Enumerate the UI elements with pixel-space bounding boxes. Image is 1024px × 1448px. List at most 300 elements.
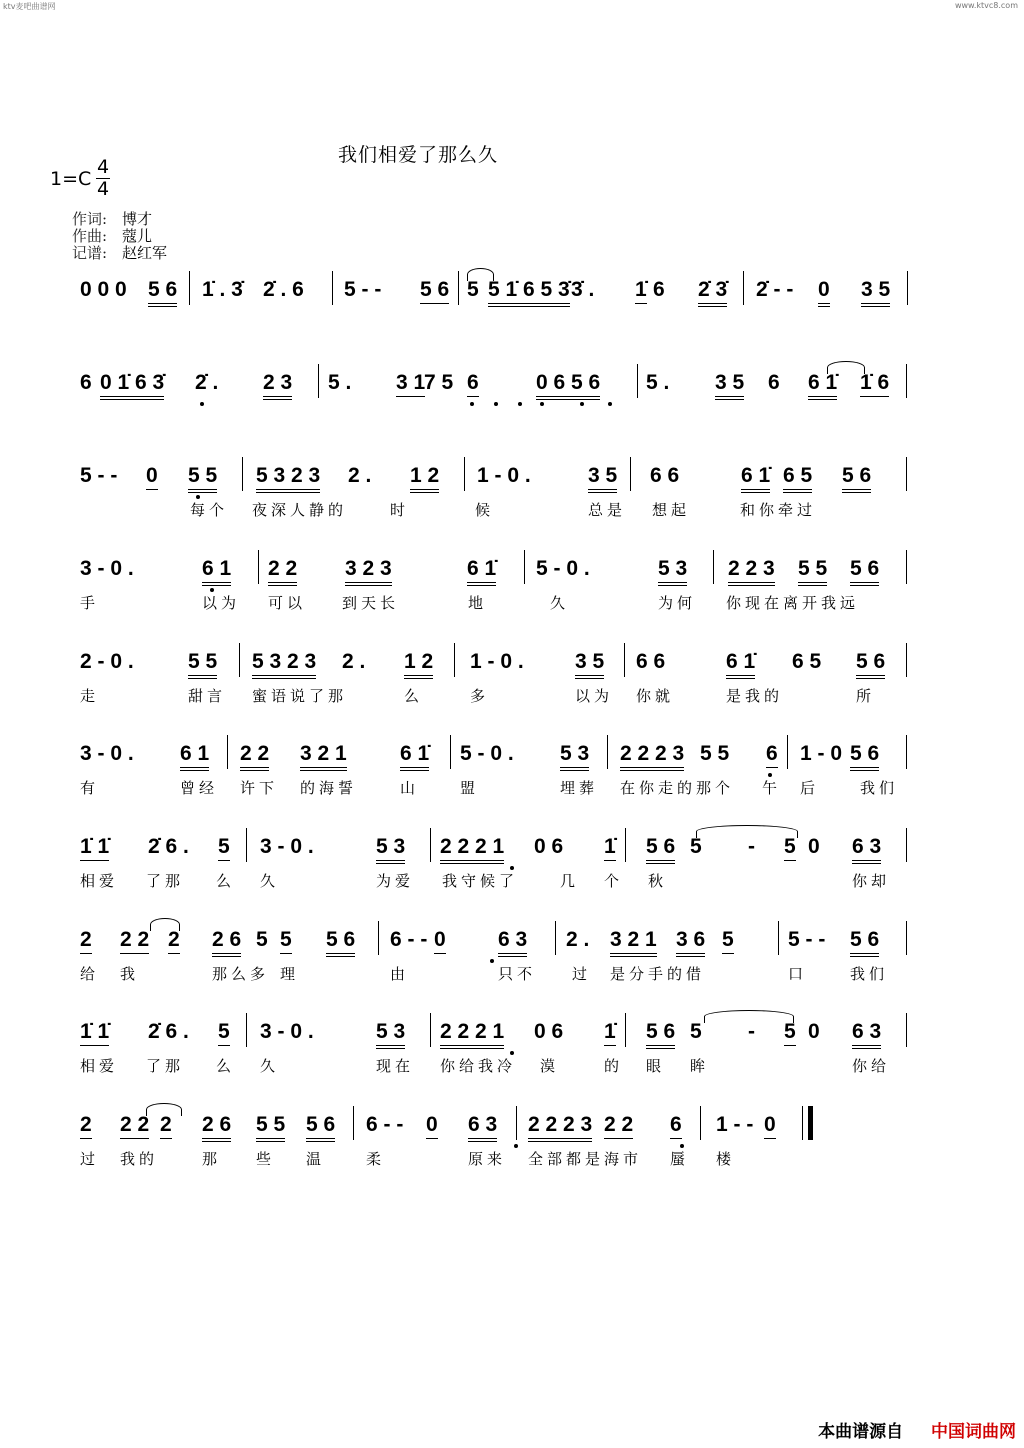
- note-group: 5 3 2 3: [256, 463, 320, 493]
- lyric-word: 以为: [202, 594, 241, 612]
- note-group: 6 1̇: [467, 556, 496, 586]
- lyric-word: 了那: [146, 1057, 185, 1075]
- barline: [630, 457, 631, 491]
- lyric-word: 你现在离开我远: [726, 594, 860, 612]
- note-group: 5 3 2 3: [252, 649, 316, 679]
- note-group: 6 1̇: [726, 649, 755, 679]
- barline: [458, 271, 459, 305]
- barline: [906, 550, 907, 584]
- lyric-word: 为爱: [376, 872, 415, 890]
- lyrics-line: [80, 685, 910, 707]
- note-group: 7 5: [424, 371, 454, 394]
- lyric-word: 相爱: [80, 1057, 119, 1075]
- note-group: 0: [808, 1020, 820, 1043]
- note-group: 6 3: [468, 1112, 497, 1142]
- lyric-word: 现在: [376, 1057, 415, 1075]
- barline: [450, 735, 451, 769]
- lyrics-line: [80, 963, 910, 985]
- note-group: 5 3: [376, 1019, 405, 1049]
- lyric-word: 几: [560, 872, 580, 890]
- lyric-word: 有: [80, 779, 100, 797]
- note-group: 5 6: [850, 741, 879, 771]
- note-group: 1 - 0: [800, 742, 843, 765]
- lyric-word: 以为: [575, 687, 614, 705]
- lyrics-line: [80, 870, 910, 892]
- lyric-word: 那么多: [212, 965, 270, 983]
- note-group: 2 2 2 3: [528, 1112, 592, 1142]
- note-group: 0: [146, 463, 158, 490]
- note-group: 3 5: [575, 649, 604, 679]
- score-system-5: [0, 649, 1024, 719]
- note-group: 1̇ . 3̇: [202, 278, 243, 301]
- barline: [318, 364, 319, 398]
- lyric-word: 么: [216, 872, 236, 890]
- note-group: 6 3: [498, 927, 527, 957]
- note-group: 3 - 0 .: [80, 742, 134, 765]
- barline: [454, 643, 455, 677]
- note-group: 0: [808, 835, 820, 858]
- lyric-word: 我守候了: [442, 872, 519, 890]
- lyrics-line: [80, 592, 910, 614]
- credit-value: 赵红军: [122, 244, 168, 262]
- lyric-word: 总是: [588, 501, 627, 519]
- note-group: 6 1̇: [741, 463, 770, 493]
- lyric-word: 午: [762, 779, 782, 797]
- note-group: 6: [768, 371, 780, 394]
- lyric-word: 在你走的那个: [620, 779, 735, 797]
- note-group: 5 6: [850, 927, 879, 957]
- note-group: 3 5: [715, 370, 744, 400]
- tie-slur: [467, 268, 494, 281]
- note-group: 2: [80, 1112, 92, 1139]
- barline: [907, 271, 908, 305]
- barline: [378, 921, 379, 955]
- lyric-word: 你给: [852, 1057, 891, 1075]
- source-watermark-right: www.ktvc8.com: [954, 1, 1018, 10]
- lyric-word: 我: [120, 965, 140, 983]
- lyric-word: 和你牵过: [740, 501, 817, 519]
- barline: [713, 550, 714, 584]
- barline: [227, 735, 228, 769]
- lyric-word: 曾经: [180, 779, 219, 797]
- lyric-word: 地: [468, 594, 488, 612]
- lyric-word: 只不: [498, 965, 537, 983]
- note-group: 5 6: [856, 649, 885, 679]
- notes-line: [80, 741, 910, 771]
- barline: [332, 271, 333, 305]
- lyric-word: 些: [256, 1150, 276, 1168]
- credit-lyricist: [72, 211, 167, 228]
- note-group: 6 1: [180, 741, 209, 771]
- lyric-word: 温: [306, 1150, 326, 1168]
- lyric-word: 手: [80, 594, 100, 612]
- note-group: 0 6: [534, 835, 564, 858]
- note-group: 3 5: [861, 277, 890, 307]
- lyric-word: 多: [470, 687, 490, 705]
- note-group: 2 6: [202, 1112, 231, 1142]
- score-system-3: [0, 463, 1024, 533]
- lyric-word: 久: [260, 1057, 280, 1075]
- lyric-word: 理: [280, 965, 300, 983]
- lyric-word: 我们: [850, 965, 889, 983]
- note-group: 6 - -: [366, 1113, 404, 1136]
- lyric-word: 久: [260, 872, 280, 890]
- score-system-9: [0, 1019, 1024, 1089]
- barline: [246, 828, 247, 862]
- lyrics-line: [80, 406, 910, 428]
- note-group: 1 - 0 .: [470, 650, 524, 673]
- song-title: 我们相爱了那么久: [338, 144, 499, 166]
- note-group: 5 6: [842, 463, 871, 493]
- note-group: 2̇ . 6: [263, 278, 304, 301]
- barline: [353, 1106, 354, 1140]
- note-group: 3 1: [396, 370, 425, 397]
- note-group: 3 - 0 .: [80, 557, 134, 580]
- barline: [906, 1013, 907, 1047]
- barline: [906, 828, 907, 862]
- note-group: 6 1: [202, 556, 231, 586]
- score-system-2: [0, 370, 1024, 440]
- note-group: 5 3: [560, 741, 589, 771]
- note-group: 2: [160, 1112, 172, 1139]
- note-group: 5 6: [646, 834, 675, 864]
- lyric-word: 楼: [716, 1150, 736, 1168]
- meter-bottom: 4: [96, 178, 110, 200]
- note-group: 5: [280, 927, 292, 954]
- lyric-word: 所: [856, 687, 876, 705]
- note-group: 6: [467, 370, 479, 397]
- note-group: 5: [218, 834, 230, 861]
- tie-slur: [146, 1103, 182, 1116]
- credit-value: 蔻儿: [122, 227, 153, 245]
- score-system-10: [0, 1112, 1024, 1182]
- credit-label: 作词:: [72, 210, 108, 228]
- note-group: 3 2 3: [345, 556, 392, 586]
- note-group: -: [748, 1020, 755, 1043]
- lyric-word: 柔: [366, 1150, 386, 1168]
- note-group: 5 - -: [80, 464, 118, 487]
- note-group: 6 3: [852, 1019, 881, 1049]
- lyric-word: 后: [800, 779, 820, 797]
- note-group: 0 6 5 6: [536, 370, 600, 400]
- lyric-word: 你却: [852, 872, 891, 890]
- tie-slur: [696, 825, 798, 838]
- barline: [700, 1106, 701, 1140]
- note-group: 6 1̇: [808, 370, 837, 400]
- lyric-word: 我的: [120, 1150, 159, 1168]
- barline: [189, 271, 190, 305]
- note-group: 5: [690, 1020, 702, 1043]
- barline: [743, 271, 744, 305]
- score-system-8: [0, 927, 1024, 997]
- credit-value: 博才: [122, 210, 153, 228]
- note-group: 1̇: [635, 277, 647, 304]
- barline: [625, 1013, 626, 1047]
- note-group: 1̇ 6: [860, 370, 889, 397]
- lyric-word: 我们: [860, 779, 899, 797]
- note-group: 0: [818, 277, 830, 307]
- barline: [246, 1013, 247, 1047]
- note-group: 2: [80, 927, 92, 954]
- notes-line: [80, 834, 910, 864]
- barline: [906, 735, 907, 769]
- note-group: 5 6: [148, 277, 177, 307]
- score-system-1: [0, 277, 1024, 347]
- lyric-word: 原来: [468, 1150, 507, 1168]
- note-group: 2 2 2 1: [440, 1019, 504, 1049]
- note-group: 2: [168, 927, 180, 954]
- lyric-word: 夜深人静的: [252, 501, 348, 519]
- note-group: 3̇ .: [571, 278, 595, 301]
- note-group: 2̇ 6 .: [148, 1020, 189, 1043]
- note-group: 6: [80, 371, 92, 394]
- note-group: 5 5: [700, 742, 730, 765]
- meter-top: 4: [96, 156, 110, 178]
- note-group: 5: [784, 834, 796, 861]
- note-group: 2 .: [566, 928, 590, 951]
- note-group: 5 3: [376, 834, 405, 864]
- time-signature: [96, 158, 110, 199]
- notes-line: [80, 927, 910, 957]
- lyrics-line: [80, 499, 910, 521]
- credit-label: 记谱:: [72, 244, 108, 262]
- note-group: 0: [764, 1112, 776, 1139]
- lyric-word: 候: [475, 501, 495, 519]
- note-group: 3 - 0 .: [260, 1020, 314, 1043]
- note-group: 5 .: [646, 371, 670, 394]
- lyric-word: 埋葬: [560, 779, 599, 797]
- note-group: 6 5: [792, 650, 822, 673]
- note-group: 6 6: [650, 464, 680, 487]
- barline: [430, 828, 431, 862]
- note-group: 6 5: [783, 463, 812, 493]
- note-group: 1̇ 1̇: [80, 1019, 109, 1046]
- note-group: 2̇ - -: [756, 278, 794, 301]
- note-group: 5 6: [646, 1019, 675, 1049]
- note-group: 5: [690, 835, 702, 858]
- barline: [607, 735, 608, 769]
- note-group: 2̇ .: [195, 371, 219, 394]
- footer-source-label: 本曲谱源自: [818, 1422, 904, 1442]
- note-group: 1̇ 1̇: [80, 834, 109, 861]
- note-group: 1 2: [404, 649, 433, 679]
- note-group: 2 .: [348, 464, 372, 487]
- barline: [242, 457, 243, 491]
- note-group: 0 1̇ 6 3̇: [100, 370, 164, 400]
- lyrics-line: [80, 1148, 910, 1170]
- note-group: 1̇: [604, 834, 616, 861]
- lyric-word: 每个: [190, 501, 229, 519]
- note-group: 5 - 0 .: [536, 557, 590, 580]
- barline: [906, 457, 907, 491]
- note-group: 2̇ 6 .: [148, 835, 189, 858]
- note-group: 6: [670, 1112, 682, 1139]
- note-group: 0 6: [534, 1020, 564, 1043]
- barline: [258, 550, 259, 584]
- lyrics-line: [80, 777, 910, 799]
- note-group: 2 - 0 .: [80, 650, 134, 673]
- lyric-word: 了那: [146, 872, 185, 890]
- footer-site-name: 中国词曲网: [931, 1422, 1016, 1442]
- tie-slur: [704, 1010, 794, 1023]
- note-group: 5 .: [328, 371, 352, 394]
- note-group: 3 2 1: [300, 741, 347, 771]
- key-signature: 1=C: [50, 168, 92, 190]
- barline: [625, 828, 626, 862]
- lyric-word: 你给我冷: [440, 1057, 517, 1075]
- note-group: 2 3: [263, 370, 292, 400]
- credit-composer: [72, 228, 167, 245]
- lyric-word: 是我的: [726, 687, 784, 705]
- credit-label: 作曲:: [72, 227, 108, 245]
- lyric-word: 到天长: [342, 594, 400, 612]
- note-group: 5: [784, 1019, 796, 1046]
- barline: [906, 921, 907, 955]
- note-group: 1̇: [604, 1019, 616, 1046]
- note-group: 5 - -: [788, 928, 826, 951]
- note-group: 6 1̇: [400, 741, 429, 771]
- lyric-word: 过: [80, 1150, 100, 1168]
- note-group: 6 3: [852, 834, 881, 864]
- tie-slur: [150, 918, 180, 931]
- lyric-word: 你就: [636, 687, 675, 705]
- lyric-word: 那: [202, 1150, 222, 1168]
- note-group: 5: [256, 928, 268, 951]
- lyric-word: 可以: [268, 594, 307, 612]
- note-group: 5 5: [256, 1112, 285, 1142]
- notes-line: [80, 463, 910, 493]
- tie-slur: [827, 361, 865, 374]
- note-group: 5 6: [420, 277, 449, 304]
- lyric-word: 相爱: [80, 872, 119, 890]
- note-group: 1 - 0 .: [477, 464, 531, 487]
- note-group: 0 0 0: [80, 278, 127, 301]
- lyric-word: 的海誓: [300, 779, 358, 797]
- final-barline: [808, 1106, 813, 1140]
- lyric-word: 想起: [652, 501, 691, 519]
- lyric-word: 眸: [690, 1057, 710, 1075]
- lyric-word: 眼: [646, 1057, 666, 1075]
- barline: [524, 550, 525, 584]
- lyric-word: 全部都是海市: [528, 1150, 643, 1168]
- note-group: 2 2: [604, 1112, 633, 1139]
- notes-line: [80, 277, 910, 307]
- note-group: 6: [766, 741, 778, 768]
- note-group: 3 2 1: [610, 927, 657, 957]
- barline: [430, 1013, 431, 1047]
- note-group: 1 2: [410, 463, 439, 493]
- note-group: 5 1̇ 6 5 3̇: [488, 277, 570, 307]
- lyric-word: 时: [390, 501, 410, 519]
- lyric-word: 为何: [658, 594, 697, 612]
- lyric-word: 是分手的借: [610, 965, 706, 983]
- note-group: 2 .: [342, 650, 366, 673]
- barline: [555, 921, 556, 955]
- credit-transcriber: [72, 245, 167, 262]
- barline: [516, 1106, 517, 1140]
- lyric-word: 许下: [240, 779, 279, 797]
- note-group: 3 6: [676, 927, 705, 957]
- note-group: 5 - -: [344, 278, 382, 301]
- note-group: 5 3: [658, 556, 687, 586]
- lyric-word: 由: [390, 965, 410, 983]
- note-group: 5 - 0 .: [460, 742, 514, 765]
- note-group: 2 2 2 3: [620, 741, 684, 771]
- note-group: 2 2: [120, 927, 149, 954]
- lyric-word: 么: [216, 1057, 236, 1075]
- source-watermark-left: ktv麦吧曲谱网: [3, 2, 56, 11]
- note-group: 0: [434, 927, 446, 954]
- lyrics-line: [80, 313, 910, 335]
- score-system-7: [0, 834, 1024, 904]
- lyric-word: 的: [604, 1057, 624, 1075]
- note-group: 2 6: [212, 927, 241, 957]
- lyric-word: 甜言: [188, 687, 227, 705]
- barline: [906, 364, 907, 398]
- notes-line: [80, 649, 910, 679]
- lyric-word: 蜃: [670, 1150, 690, 1168]
- notes-line: [80, 1019, 910, 1049]
- note-group: 6 6: [636, 650, 666, 673]
- note-group: 5 6: [306, 1112, 335, 1142]
- lyric-word: 给: [80, 965, 100, 983]
- score-system-6: [0, 741, 1024, 811]
- lyric-word: 山: [400, 779, 420, 797]
- note-group: 5 5: [188, 463, 217, 493]
- barline: [906, 643, 907, 677]
- note-group: 5: [722, 927, 734, 954]
- lyric-word: 个: [604, 872, 624, 890]
- lyrics-line: [80, 1055, 910, 1077]
- lyric-word: 蜜语说了那: [252, 687, 348, 705]
- barline: [624, 643, 625, 677]
- lyric-word: 秋: [648, 872, 668, 890]
- score-system-4: [0, 556, 1024, 626]
- note-group: 2 2: [240, 741, 269, 771]
- lyric-word: 久: [550, 594, 570, 612]
- lyric-word: 走: [80, 687, 100, 705]
- notes-line: [80, 370, 910, 400]
- note-group: 2 2 3: [728, 556, 775, 586]
- note-group: 5 6: [326, 927, 355, 957]
- note-group: 0: [426, 1112, 438, 1139]
- note-group: 2 2: [120, 1112, 149, 1139]
- note-group: 5: [467, 278, 479, 301]
- credits: [72, 211, 167, 262]
- note-group: 6 - -: [390, 928, 428, 951]
- note-group: 5 5: [798, 556, 827, 586]
- note-group: -: [748, 835, 755, 858]
- notes-line: [80, 1112, 910, 1142]
- note-group: 2 2 2 1: [440, 834, 504, 864]
- lyric-word: 么: [404, 687, 424, 705]
- note-group: 2 2: [268, 556, 297, 586]
- barline: [778, 921, 779, 955]
- note-group: 5 6: [850, 556, 879, 586]
- note-group: 1 - -: [716, 1113, 754, 1136]
- barline: [787, 735, 788, 769]
- final-barline-thin: [802, 1106, 803, 1140]
- barline: [464, 457, 465, 491]
- lyric-word: 过: [572, 965, 592, 983]
- notes-line: [80, 556, 910, 586]
- note-group: 2̇ 3̇: [698, 277, 727, 307]
- footer-source: [818, 1417, 1016, 1442]
- barline: [239, 643, 240, 677]
- lyric-word: 盟: [460, 779, 480, 797]
- barline: [637, 364, 638, 398]
- lyric-word: 漠: [540, 1057, 560, 1075]
